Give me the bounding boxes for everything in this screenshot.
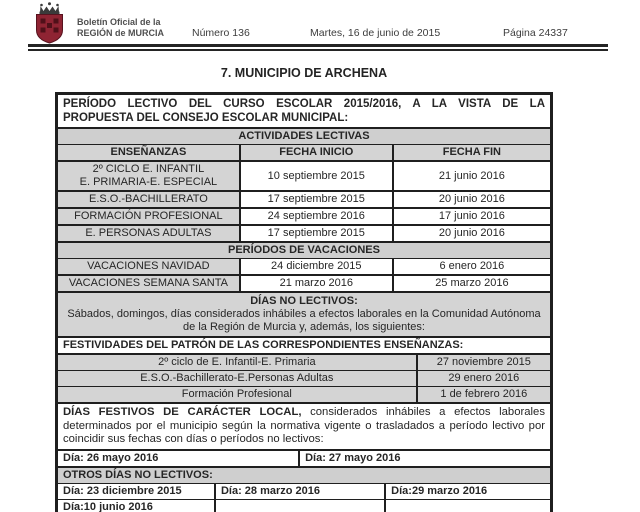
cell-otro-dia: Día: 28 marzo 2016 <box>214 484 384 499</box>
cell-fecha-fin: 6 enero 2016 <box>392 259 550 274</box>
cell-otro-dia <box>384 500 550 512</box>
section-banner-otros-dias: OTROS DÍAS NO LECTIVOS: <box>58 466 550 483</box>
cell-fecha-fin: 17 junio 2016 <box>392 209 550 224</box>
cell-ensenanza <box>58 162 239 190</box>
cell-fecha-inicio: 24 diciembre 2015 <box>239 259 392 274</box>
ensenanza-line1: 2º CICLO E. INFANTIL <box>92 163 205 175</box>
table-row-festividad-infantil <box>58 353 550 370</box>
table-row-vacaciones-semana-santa <box>58 274 550 291</box>
bulletin-name <box>77 17 164 39</box>
cell-otro-dia: Día: 23 diciembre 2015 <box>63 484 182 497</box>
table-row-vacaciones-navidad <box>58 258 550 274</box>
cell-otro-dia <box>214 500 384 512</box>
cell-vacacion: VACACIONES NAVIDAD <box>58 259 239 274</box>
cell-fecha-inicio: 17 septiembre 2015 <box>239 192 392 207</box>
cell-dia-local: Día: 26 mayo 2016 <box>63 451 159 464</box>
intro-line2: PROPUESTA DEL CONSEJO ESCOLAR MUNICIPAL: <box>63 112 349 124</box>
table-row-infantil-primaria <box>58 160 550 190</box>
cell-fecha-fin: 21 junio 2016 <box>392 162 550 190</box>
festivos-locales-text: considerados inhábiles a efectos laborales determinados por el municipio según la normativa vigente o trasladados a período lectivo por coincidir sus fechas con días o períodos no lectivos: <box>63 406 545 445</box>
cell-festividad-ensenanza: 2º ciclo de E. Infantil-E. Primaria <box>58 355 416 370</box>
cell-festividad-ensenanza: E.S.O.-Bachillerato-E.Personas Adultas <box>58 371 416 386</box>
column-header-row <box>58 144 550 160</box>
intro-line1: PERÍODO LECTIVO DEL CURSO ESCOLAR 2015/2016, A LA VISTA DE LA <box>63 98 545 110</box>
issue-number: Número 136 <box>192 27 250 39</box>
cell-vacacion: VACACIONES SEMANA SANTA <box>58 276 239 291</box>
cell-ensenanza: FORMACIÓN PROFESIONAL <box>58 209 239 224</box>
cell-fecha-fin: 20 junio 2016 <box>392 192 550 207</box>
cell-fecha-fin: 20 junio 2016 <box>392 226 550 241</box>
ensenanza-line2: E. PRIMARIA-E. ESPECIAL <box>79 176 218 188</box>
cell-festividad-fecha: 1 de febrero 2016 <box>416 387 550 402</box>
cell-fecha-fin: 25 marzo 2016 <box>392 276 550 291</box>
table-row-formacion-profesional <box>58 207 550 224</box>
cell-fecha-inicio: 21 marzo 2016 <box>239 276 392 291</box>
dias-no-lectivos-title: DÍAS NO LECTIVOS: <box>250 295 358 307</box>
table-row-festivos-locales-dias <box>58 449 550 466</box>
intro-cell <box>58 95 550 127</box>
bulletin-name-line1: Boletín Oficial de la <box>77 17 161 27</box>
table-row-personas-adultas <box>58 224 550 241</box>
document-title: 7. MUNICIPIO DE ARCHENA <box>220 66 388 80</box>
festividades-title: FESTIVIDADES DEL PATRÓN DE LAS CORRESPONDIENTES ENSEÑANZAS: <box>63 339 464 351</box>
cell-ensenanza: E. PERSONAS ADULTAS <box>58 226 239 241</box>
cell-otro-dia: Día:10 junio 2016 <box>63 500 153 512</box>
section-banner-actividades-lectivas: ACTIVIDADES LECTIVAS <box>58 127 550 144</box>
festividades-title-row <box>58 336 550 353</box>
column-header-ensenanzas: ENSEÑANZAS <box>58 145 239 160</box>
festivos-locales-lead: DÍAS FESTIVOS DE CARÁCTER LOCAL, <box>63 406 302 418</box>
cell-fecha-inicio: 17 septiembre 2015 <box>239 226 392 241</box>
table-row-festividad-fp <box>58 386 550 402</box>
table-row-festividad-eso <box>58 370 550 386</box>
page-number: Página 24337 <box>503 27 568 39</box>
murcia-coat-of-arms-icon <box>31 2 68 49</box>
cell-dia-local: Día: 27 mayo 2016 <box>298 451 550 466</box>
dias-no-lectivos-description: Sábados, domingos, días considerados inhábiles a efectos laborales en la Comunidad Autónoma de la Región de Murcia y, además, los siguientes: <box>67 308 541 333</box>
table-row-eso-bachillerato <box>58 190 550 207</box>
cell-otro-dia: Día:29 marzo 2016 <box>384 484 550 499</box>
dias-no-lectivos-cell <box>58 291 550 336</box>
cell-festividad-fecha: 29 enero 2016 <box>416 371 550 386</box>
table-row-otros-dias-2 <box>58 499 550 512</box>
cell-fecha-inicio: 24 septiembre 2016 <box>239 209 392 224</box>
cell-festividad-ensenanza: Formación Profesional <box>58 387 416 402</box>
header-divider <box>28 44 608 51</box>
cell-fecha-inicio: 10 septiembre 2015 <box>239 162 392 190</box>
table-row-otros-dias-1 <box>58 483 550 499</box>
issue-date: Martes, 16 de junio de 2015 <box>310 27 441 39</box>
section-banner-periodos-vacaciones: PERÍODOS DE VACACIONES <box>58 241 550 258</box>
cell-ensenanza: E.S.O.-BACHILLERATO <box>58 192 239 207</box>
school-calendar-table <box>55 92 553 512</box>
cell-festividad-fecha: 27 noviembre 2015 <box>416 355 550 370</box>
bulletin-name-line2: REGIÓN de MURCIA <box>77 28 165 38</box>
column-header-fecha-inicio: FECHA INICIO <box>239 145 392 160</box>
festivos-locales-paragraph <box>58 402 550 449</box>
column-header-fecha-fin: FECHA FIN <box>392 145 550 160</box>
